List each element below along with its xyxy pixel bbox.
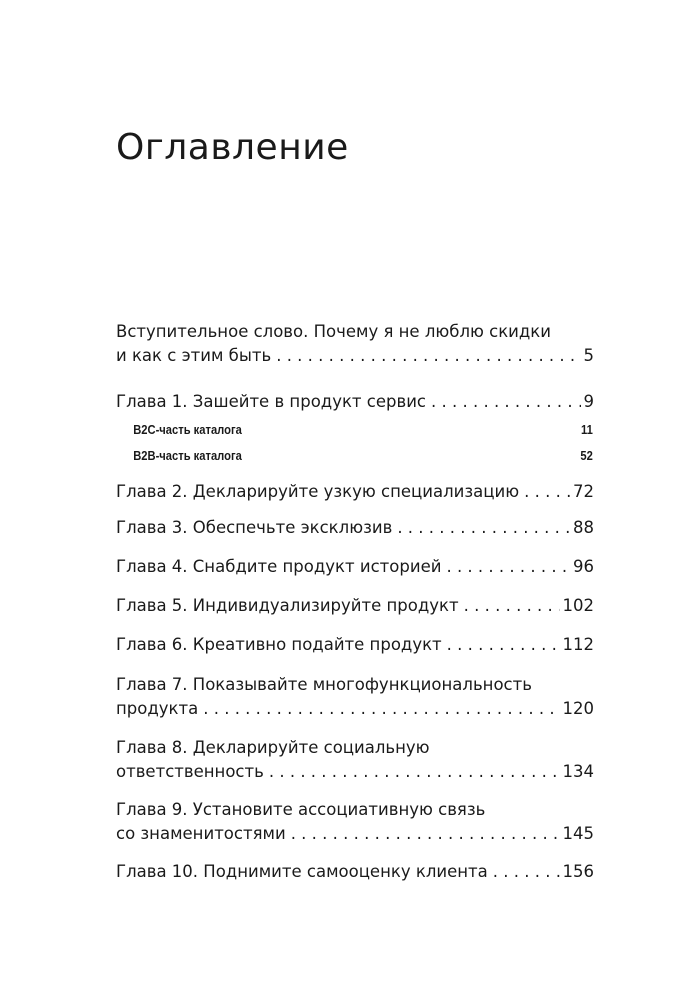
- dot-leader: [269, 760, 560, 784]
- toc-entry-text-line2: со знаменитостями: [116, 824, 286, 843]
- toc-subentry-b2b: [116, 443, 594, 469]
- toc-entry-chapter-6: [116, 633, 594, 657]
- dot-leader: [446, 555, 570, 579]
- dot-leader: [291, 822, 560, 846]
- dot-leader: [447, 633, 560, 657]
- toc-page-number: 96: [573, 557, 594, 576]
- toc-entry-chapter-9: [116, 798, 594, 846]
- toc-page-number: 102: [562, 596, 594, 615]
- toc-entry-chapter-1: [116, 390, 594, 414]
- toc-entry-chapter-7: [116, 673, 594, 721]
- toc-page-number: 145: [562, 824, 594, 843]
- dot-leader: [203, 697, 559, 721]
- toc-entry-text: Глава 4. Снабдите продукт историей: [116, 557, 442, 576]
- page-title: Оглавление: [116, 127, 349, 168]
- toc-entry-text-line2: ответственность: [116, 762, 264, 781]
- toc-page-number: 134: [562, 762, 594, 781]
- toc-entry-chapter-4: [116, 555, 594, 579]
- dot-leader: [276, 344, 580, 368]
- toc-entry-intro: [116, 320, 594, 368]
- toc-entry-text-line1: Глава 7. Показывайте многофункциональность: [116, 675, 532, 694]
- toc-entry-text: Глава 10. Поднимите самооценку клиента: [116, 862, 488, 881]
- toc-subentry-b2c: [116, 417, 594, 443]
- toc-entry-text-line2: и как с этим быть: [116, 346, 272, 365]
- toc-page-number: 5: [583, 346, 594, 365]
- dot-leader: [464, 594, 560, 618]
- toc-entry-text-line1: Глава 8. Декларируйте социальную: [116, 738, 430, 757]
- toc-entry-text: Глава 2. Декларируйте узкую специализацию: [116, 482, 520, 501]
- toc-page-number: 88: [573, 518, 594, 537]
- toc-subentry-text: B2B-часть каталога: [133, 448, 242, 463]
- toc-page-number: 9: [583, 392, 594, 411]
- toc-entry-text: Глава 6. Креативно подайте продукт: [116, 635, 442, 654]
- toc-page-number: 156: [562, 862, 594, 881]
- toc-subentry-text: B2C-часть каталога: [133, 422, 242, 437]
- toc-entry-chapter-2: [116, 480, 594, 504]
- toc-page-number: 52: [580, 448, 593, 463]
- toc-entry-text: Глава 3. Обеспечьте эксклюзив: [116, 518, 393, 537]
- toc-page-number: 72: [573, 482, 594, 501]
- toc-page-number: 120: [562, 699, 594, 718]
- toc-entry-text: Глава 1. Зашейте в продукт сервис: [116, 392, 426, 411]
- toc-entry-text-line1: Глава 9. Установите ассоциативную связь: [116, 800, 486, 819]
- dot-leader: [397, 516, 570, 540]
- toc-page-number: 11: [581, 422, 593, 437]
- toc-entry-chapter-3: [116, 516, 594, 540]
- dot-leader: [524, 480, 570, 504]
- toc-entry-text-line2: продукта: [116, 699, 199, 718]
- toc-page-number: 112: [562, 635, 594, 654]
- toc-entry-chapter-5: [116, 594, 594, 618]
- dot-leader: [431, 390, 581, 414]
- toc-entry-text-line1: Вступительное слово. Почему я не люблю скидки: [116, 322, 551, 341]
- toc-entry-chapter-8: [116, 736, 594, 784]
- toc-entry-chapter-10: [116, 860, 594, 884]
- dot-leader: [493, 860, 560, 884]
- toc-entry-text: Глава 5. Индивидуализируйте продукт: [116, 596, 459, 615]
